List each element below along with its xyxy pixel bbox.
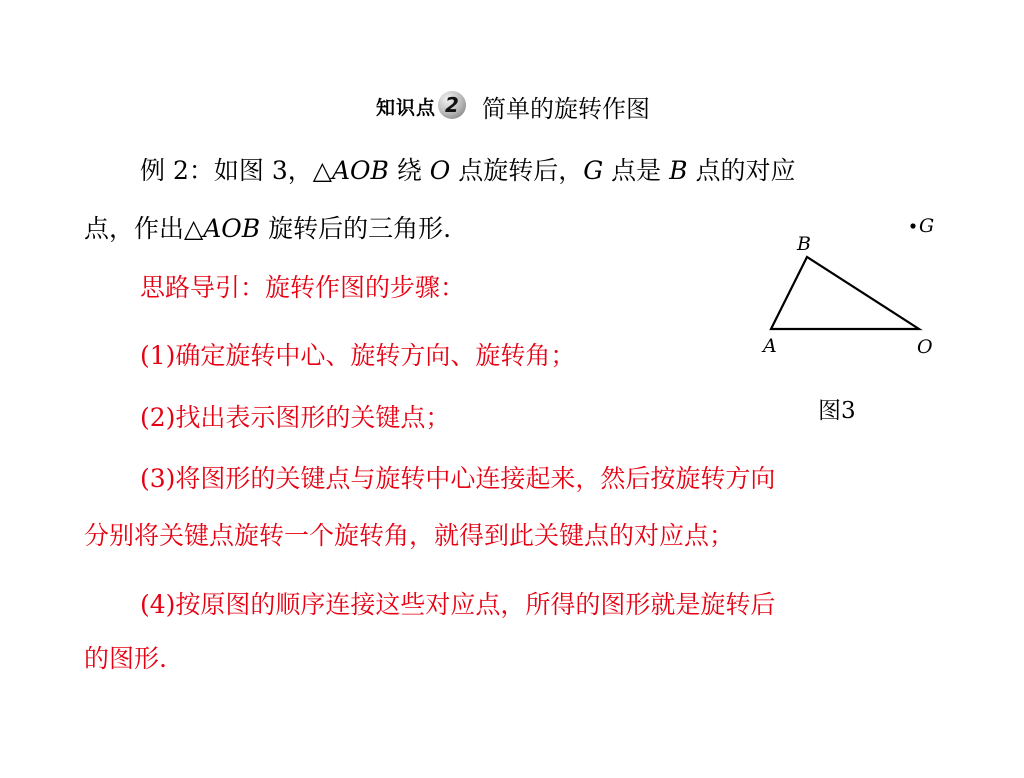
hint-step-2: (2)找出表示图形的关键点；: [140, 403, 451, 432]
point-b: B: [669, 156, 688, 185]
figure-3-diagram: [755, 205, 955, 365]
hint-line: [140, 271, 465, 305]
hint-step-4-line-2: 的图形.: [84, 644, 167, 673]
example-text: 旋转后的三角形.: [260, 214, 452, 243]
example-line-2: [84, 212, 451, 246]
knowledge-point-number: 2: [445, 93, 459, 117]
label-a: A: [763, 335, 777, 357]
knowledge-point-label: 知识点: [376, 96, 437, 119]
example-label: 例: [140, 156, 166, 185]
example-line-1: [140, 154, 795, 188]
knowledge-point-number-badge: [438, 91, 468, 121]
point-g: G: [583, 156, 604, 185]
triangle-name: AOB: [203, 214, 261, 243]
section-heading: [376, 86, 650, 126]
point-o: O: [429, 156, 451, 185]
label-o: O: [917, 336, 933, 358]
example-text: 点的对应: [687, 156, 796, 185]
hint-step-3-line-2: 分别将关键点旋转一个旋转角，就得到此关键点的对应点；: [84, 521, 735, 550]
example-text: 2：如图 3，△: [172, 156, 332, 185]
hint-title: 思路导引：: [140, 273, 266, 302]
hint-text: 旋转作图的步骤：: [265, 273, 466, 302]
hint-step-4-line-1: (4)按原图的顺序连接这些对应点，所得的图形就是旋转后: [140, 590, 776, 619]
example-text: 点，作出△: [84, 214, 204, 243]
example-text: 点旋转后，: [450, 156, 584, 185]
label-g: G: [919, 215, 935, 237]
figure-caption: 图3: [818, 398, 856, 424]
point-g-dot: [910, 223, 915, 228]
hint-step-1: (1)确定旋转中心、旋转方向、旋转角；: [140, 341, 576, 370]
triangle-name: AOB: [331, 156, 389, 185]
example-text: 点是: [603, 156, 670, 185]
example-text: 绕: [388, 156, 430, 185]
section-title: 简单的旋转作图: [482, 94, 651, 123]
triangle-aob: [771, 257, 919, 329]
hint-step-3-line-1: (3)将图形的关键点与旋转中心连接起来，然后按旋转方向: [140, 464, 776, 493]
label-b: B: [797, 233, 811, 255]
